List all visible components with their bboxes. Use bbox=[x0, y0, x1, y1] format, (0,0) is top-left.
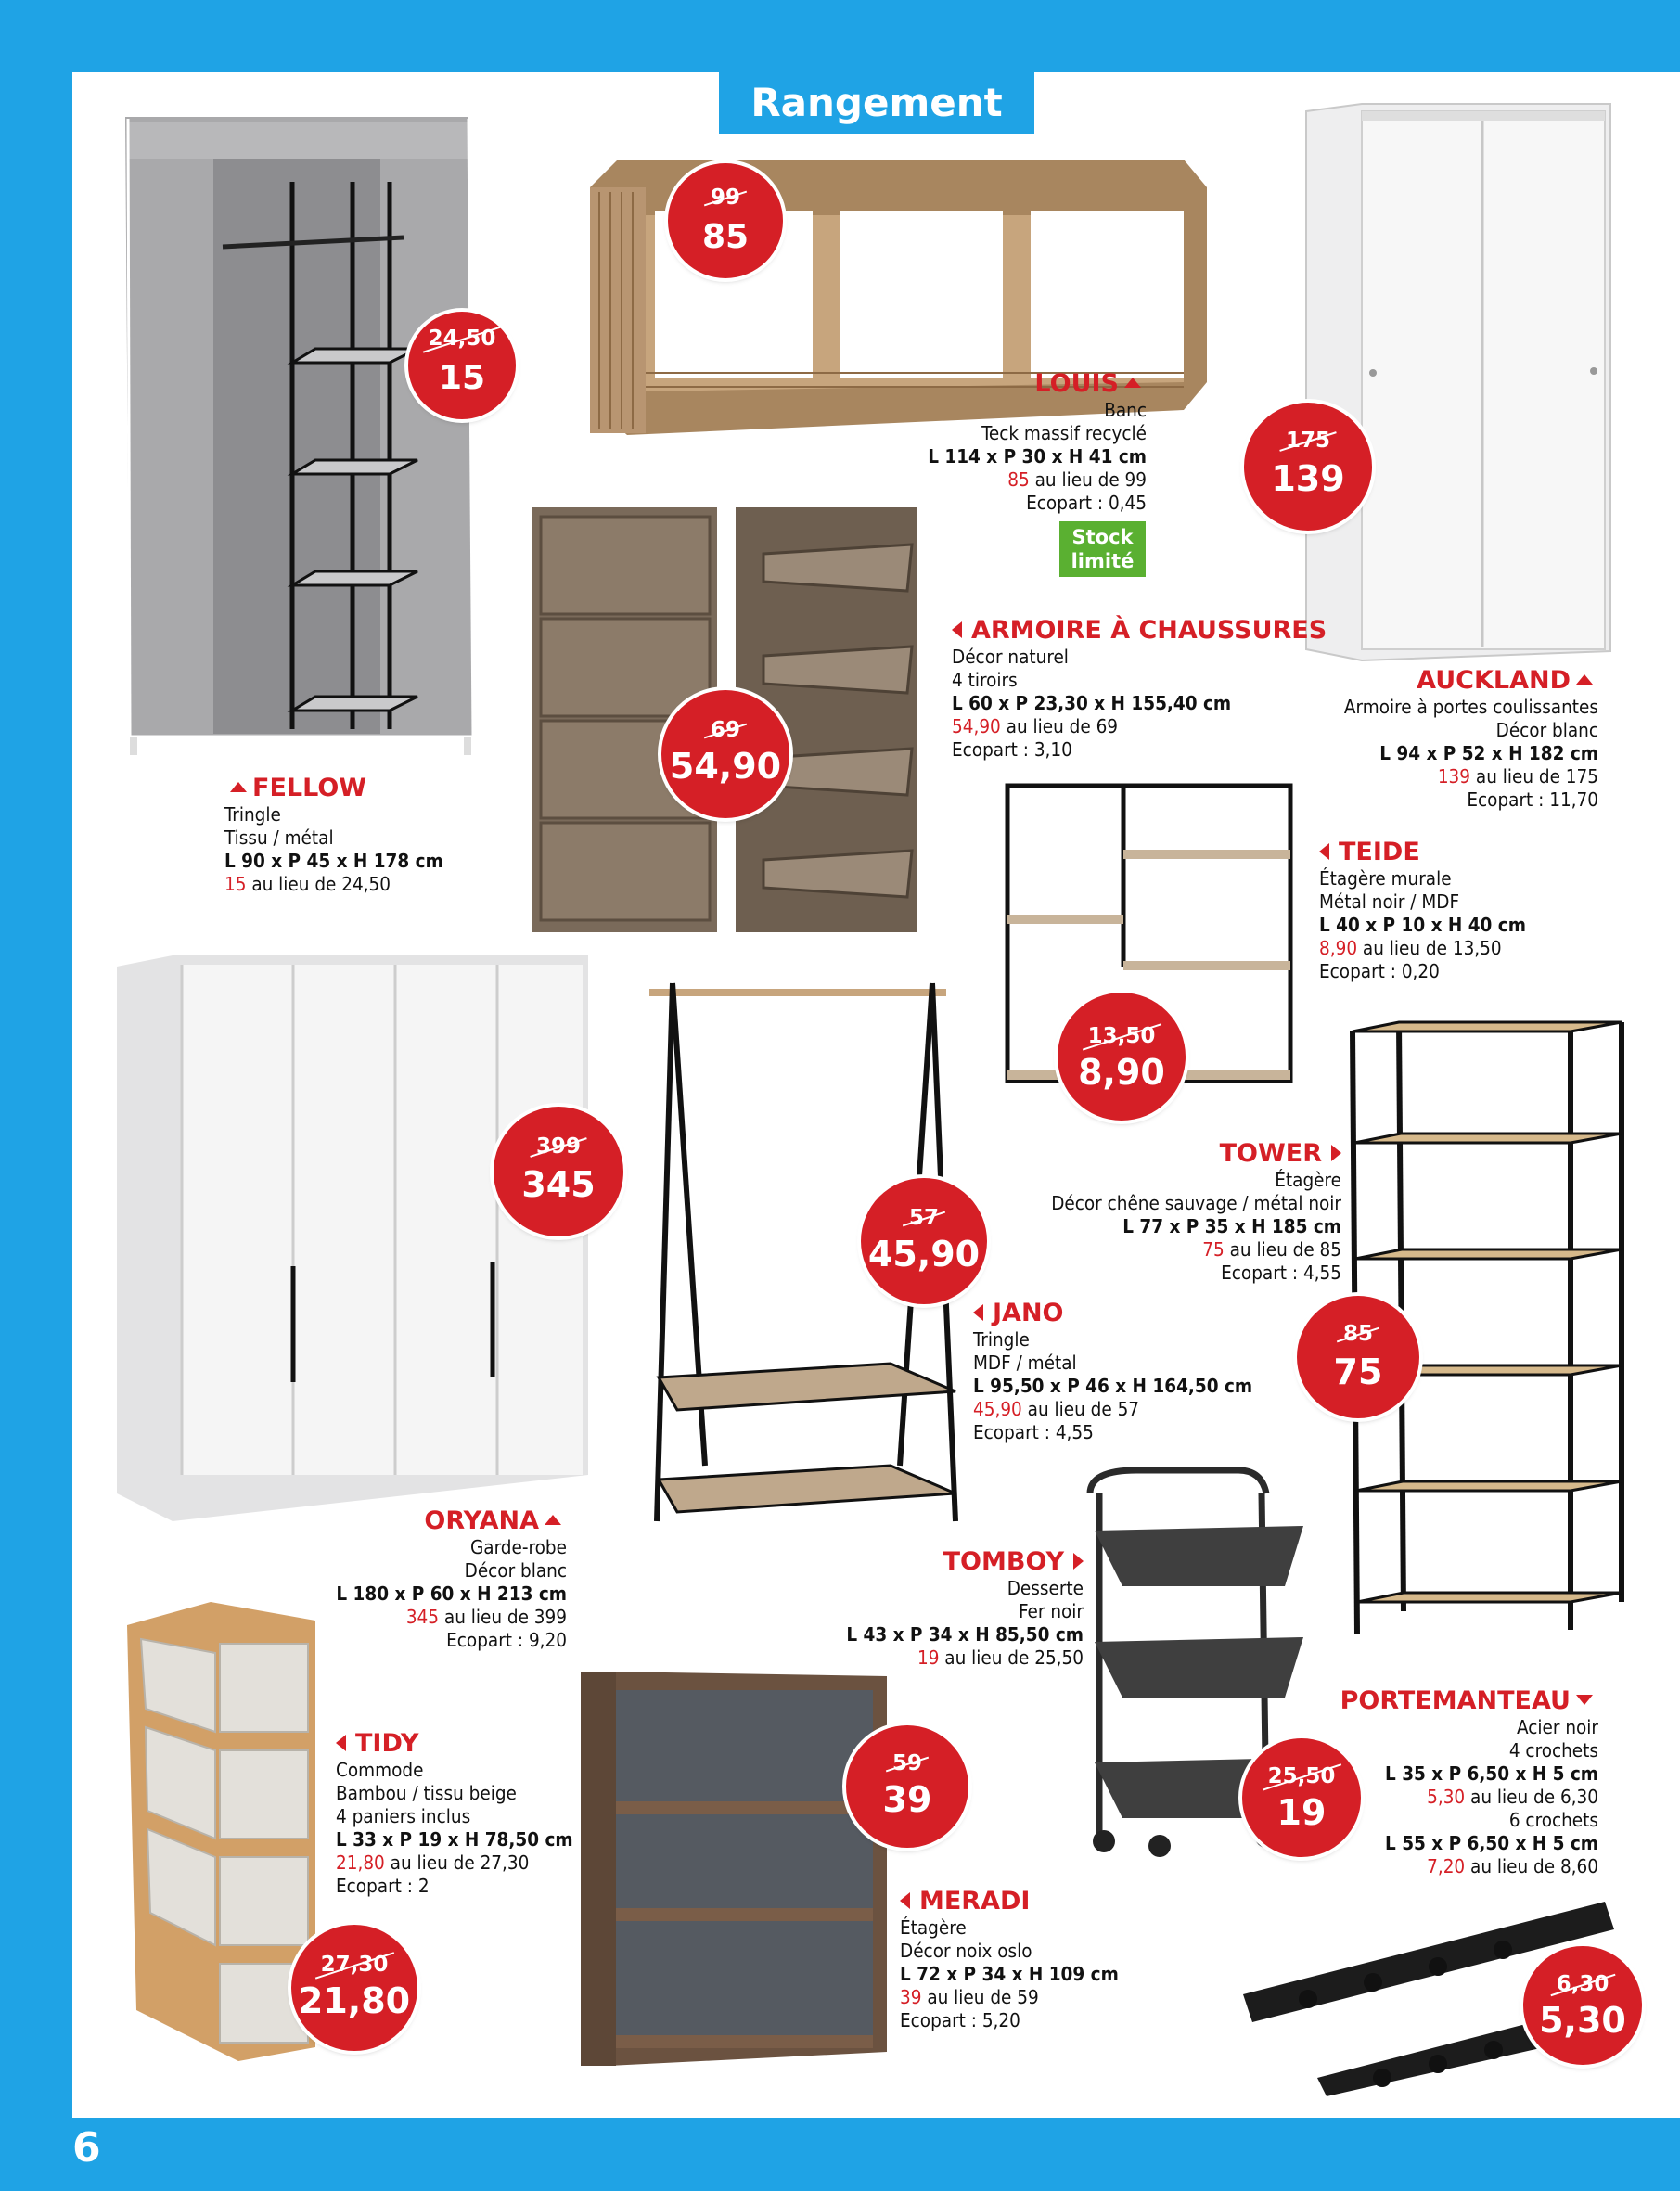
old-price-text: au lieu de 24,50 bbox=[246, 873, 391, 895]
product-name: ORYANA bbox=[424, 1506, 539, 1535]
product-type: Commode bbox=[336, 1759, 424, 1781]
product-name: ARMOIRE À CHAUSSURES bbox=[971, 616, 1327, 645]
product-name: TOWER bbox=[1219, 1139, 1322, 1168]
portemanteau-info bbox=[1340, 1686, 1598, 1878]
section-title: Rangement bbox=[719, 72, 1034, 134]
teide-price-badge: 13,50 8,90 bbox=[1058, 993, 1186, 1121]
product-name: LOUIS bbox=[1034, 369, 1119, 398]
ecopart: Ecopart : 0,45 bbox=[1026, 492, 1147, 514]
product-dimensions: L 40 x P 10 x H 40 cm bbox=[1319, 914, 1526, 936]
old-price-text: au lieu de 6,30 bbox=[1465, 1786, 1598, 1808]
tidy-price-badge: 27,30 21,80 bbox=[291, 1925, 417, 2051]
tower-info bbox=[1051, 1139, 1341, 1285]
louis-price-badge: 99 85 bbox=[668, 163, 783, 278]
product-material: Fer noir bbox=[1019, 1600, 1084, 1622]
louis-info bbox=[928, 369, 1147, 515]
product-dimensions: L 90 x P 45 x H 178 cm bbox=[224, 850, 443, 872]
tower-price-badge: 85 75 bbox=[1297, 1296, 1419, 1418]
product-material: Bambou / tissu beige bbox=[336, 1782, 517, 1804]
variant-6-label: 6 crochets bbox=[1508, 1809, 1598, 1831]
variant-4-price: 5,30 bbox=[1427, 1786, 1466, 1808]
product-material: Décor blanc bbox=[1495, 719, 1598, 741]
product-material: Tissu / métal bbox=[224, 826, 334, 849]
variant-4-dimensions: L 35 x P 6,50 x H 5 cm bbox=[1385, 1762, 1598, 1785]
product-dimensions: L 180 x P 60 x H 213 cm bbox=[336, 1582, 567, 1605]
product-type: Banc bbox=[1104, 399, 1147, 421]
product-type: Armoire à portes coulissantes bbox=[1343, 696, 1598, 718]
product-dimensions: L 43 x P 34 x H 85,50 cm bbox=[846, 1623, 1084, 1646]
variant-6-price: 7,20 bbox=[1427, 1855, 1466, 1877]
old-price-text: au lieu de 59 bbox=[921, 1986, 1039, 2008]
product-price: 19 bbox=[917, 1646, 940, 1669]
oryana-wardrobe-image bbox=[117, 955, 588, 1521]
meradi-info bbox=[900, 1887, 1119, 2032]
old-price-text: au lieu de 13,50 bbox=[1357, 937, 1502, 959]
product-material: 4 tiroirs bbox=[952, 669, 1018, 691]
arrow-left-icon bbox=[336, 1735, 346, 1751]
ecopart: Ecopart : 2 bbox=[336, 1875, 430, 1897]
tomboy-price-badge: 25,50 19 bbox=[1242, 1738, 1361, 1857]
old-price-text: au lieu de 85 bbox=[1224, 1238, 1341, 1261]
product-type: Tringle bbox=[224, 803, 281, 826]
product-dimensions: L 94 x P 52 x H 182 cm bbox=[1379, 742, 1598, 764]
ecopart: Ecopart : 9,20 bbox=[446, 1629, 567, 1651]
tidy-info bbox=[336, 1729, 573, 1898]
product-price: 345 bbox=[405, 1606, 440, 1628]
product-name: TEIDE bbox=[1339, 838, 1420, 866]
arrow-right-icon bbox=[1331, 1145, 1341, 1161]
oryana-price-badge: 399 345 bbox=[494, 1107, 623, 1236]
product-material: Décor chêne sauvage / métal noir bbox=[1051, 1192, 1341, 1214]
product-price: 45,90 bbox=[973, 1398, 1022, 1420]
old-price-text: au lieu de 25,50 bbox=[939, 1646, 1084, 1669]
ecopart: Ecopart : 3,10 bbox=[952, 738, 1072, 761]
product-price: 15 bbox=[224, 873, 247, 895]
auckland-price-badge: 175 139 bbox=[1244, 403, 1372, 531]
ecopart: Ecopart : 0,20 bbox=[1319, 960, 1440, 982]
variant-6-dimensions: L 55 x P 6,50 x H 5 cm bbox=[1385, 1832, 1598, 1854]
product-price: 54,90 bbox=[952, 715, 1001, 737]
product-type: Desserte bbox=[1007, 1577, 1084, 1599]
arrow-up-icon bbox=[1576, 674, 1593, 685]
meradi-price-badge: 59 39 bbox=[846, 1725, 968, 1848]
product-material: MDF / métal bbox=[973, 1352, 1077, 1374]
fellow-info bbox=[224, 774, 443, 896]
arrow-down-icon bbox=[1576, 1695, 1593, 1705]
arrow-left-icon bbox=[952, 621, 962, 638]
product-name: AUCKLAND bbox=[1417, 666, 1571, 695]
jano-price-badge: 57 45,90 bbox=[861, 1178, 987, 1304]
ecopart: Ecopart : 5,20 bbox=[900, 2009, 1020, 2031]
old-price-text: au lieu de 69 bbox=[1000, 715, 1119, 737]
product-dimensions: L 72 x P 34 x H 109 cm bbox=[900, 1963, 1119, 1985]
arrow-left-icon bbox=[973, 1304, 983, 1321]
product-material: Décor blanc bbox=[464, 1559, 567, 1582]
arrow-up-icon bbox=[545, 1515, 561, 1525]
arrow-left-icon bbox=[1319, 843, 1329, 860]
product-dimensions: L 114 x P 30 x H 41 cm bbox=[928, 445, 1147, 468]
product-price: 8,90 bbox=[1319, 937, 1358, 959]
old-price-text: au lieu de 8,60 bbox=[1465, 1855, 1598, 1877]
product-price: 85 bbox=[1007, 468, 1030, 491]
product-name: TOMBOY bbox=[943, 1547, 1064, 1576]
product-type: Garde-robe bbox=[469, 1536, 567, 1558]
product-type: Étagère bbox=[900, 1916, 967, 1939]
ecopart: Ecopart : 11,70 bbox=[1467, 788, 1598, 811]
product-dimensions: L 95,50 x P 46 x H 164,50 cm bbox=[973, 1375, 1253, 1397]
product-material: Teck massif recyclé bbox=[981, 422, 1147, 444]
product-name: TIDY bbox=[355, 1729, 419, 1758]
product-dimensions: L 33 x P 19 x H 78,50 cm bbox=[336, 1828, 573, 1851]
auckland-info bbox=[1344, 666, 1598, 812]
tidy-commode-image bbox=[127, 1602, 315, 2061]
armoire-price-badge: 69 54,90 bbox=[661, 690, 789, 818]
product-material: Métal noir / MDF bbox=[1319, 890, 1460, 913]
fellow-wardrobe-image bbox=[125, 117, 478, 780]
old-price-text: au lieu de 175 bbox=[1470, 765, 1598, 788]
arrow-right-icon bbox=[1073, 1553, 1084, 1570]
old-price-text: au lieu de 99 bbox=[1029, 468, 1147, 491]
product-price: 39 bbox=[900, 1986, 922, 2008]
jano-info bbox=[973, 1299, 1252, 1444]
product-type: Tringle bbox=[973, 1328, 1030, 1351]
old-price-text: au lieu de 399 bbox=[439, 1606, 567, 1628]
ecopart: Ecopart : 4,55 bbox=[1221, 1262, 1341, 1284]
arrow-up-icon bbox=[1124, 378, 1141, 388]
meradi-shelf-image bbox=[581, 1672, 887, 2066]
product-type: Étagère murale bbox=[1319, 867, 1452, 890]
oryana-info bbox=[336, 1506, 567, 1652]
product-dimensions: L 77 x P 35 x H 185 cm bbox=[1122, 1215, 1341, 1237]
armoire-info bbox=[952, 616, 1327, 762]
variant-4-label: 4 crochets bbox=[1508, 1739, 1598, 1762]
product-material: Acier noir bbox=[1517, 1716, 1598, 1738]
product-price: 21,80 bbox=[336, 1851, 385, 1874]
product-type: Décor naturel bbox=[952, 646, 1069, 668]
product-name: JANO bbox=[993, 1299, 1064, 1327]
product-name: MERADI bbox=[919, 1887, 1031, 1916]
product-dimensions: L 60 x P 23,30 x H 155,40 cm bbox=[952, 692, 1232, 714]
tomboy-info bbox=[846, 1547, 1084, 1670]
arrow-left-icon bbox=[900, 1892, 910, 1909]
product-material: Décor noix oslo bbox=[900, 1940, 1032, 1962]
product-price: 75 bbox=[1202, 1238, 1225, 1261]
ecopart: Ecopart : 4,55 bbox=[973, 1421, 1094, 1443]
product-price: 139 bbox=[1437, 765, 1471, 788]
product-detail: 4 paniers inclus bbox=[336, 1805, 471, 1827]
page-number: 6 bbox=[72, 2124, 101, 2172]
old-price-text: au lieu de 27,30 bbox=[384, 1851, 530, 1874]
arrow-up-icon bbox=[230, 782, 247, 792]
product-name: FELLOW bbox=[252, 774, 367, 802]
auckland-wardrobe-image bbox=[1306, 104, 1610, 660]
old-price-text: au lieu de 57 bbox=[1021, 1398, 1140, 1420]
portemanteau-price-badge: 6,30 5,30 bbox=[1523, 1946, 1642, 2065]
teide-info bbox=[1319, 838, 1526, 983]
stock-limite-badge: Stock limité bbox=[1059, 521, 1146, 577]
product-name: PORTEMANTEAU bbox=[1340, 1686, 1571, 1715]
product-type: Étagère bbox=[1275, 1169, 1341, 1191]
fellow-price-badge: 24,50 15 bbox=[408, 312, 516, 419]
